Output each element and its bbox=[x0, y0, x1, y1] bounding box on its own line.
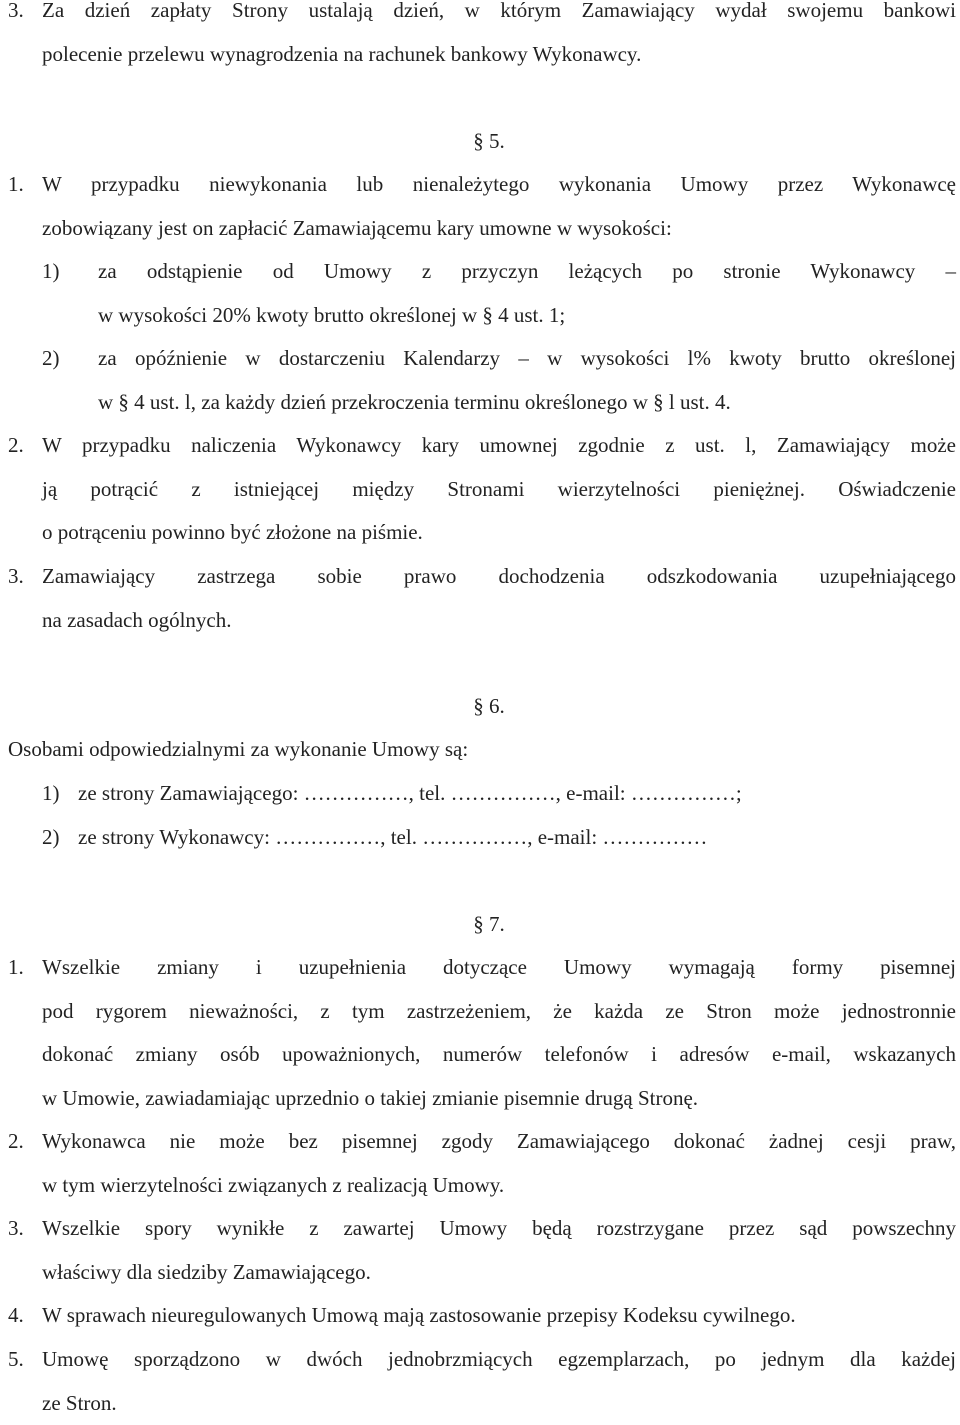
paragraph-number: 5. bbox=[8, 1338, 24, 1382]
section-heading: § 6. bbox=[455, 685, 505, 729]
list-item bbox=[0, 816, 960, 860]
list-item-line: za odstąpienie od Umowy z przyczyn leżących po stronie Wykonawcy – bbox=[98, 250, 956, 294]
paragraph-line: Zamawiający zastrzega sobie prawo dochodzenia odszkodowania uzupełniającego bbox=[42, 555, 956, 599]
paragraph-line: W sprawach nieuregulowanych Umową mają zastosowanie przepisy Kodeksu cywilnego. bbox=[42, 1294, 956, 1338]
list-item bbox=[0, 772, 960, 816]
list-item-number: 2) bbox=[42, 337, 60, 381]
paragraph-number: 2. bbox=[8, 424, 24, 468]
paragraph-line: Osobami odpowiedzialnymi za wykonanie Umowy są: bbox=[8, 728, 468, 772]
paragraph-number: 3. bbox=[8, 1207, 24, 1251]
paragraph-line: Wykonawca nie może bez pisemnej zgody Zamawiającego dokonać żadnej cesji praw, bbox=[42, 1120, 956, 1164]
paragraph-line: Wszelkie spory wynikłe z zawartej Umowy będą rozstrzygane przez sąd powszechny bbox=[42, 1207, 956, 1251]
list-item-line: w § 4 ust. l, za każdy dzień przekroczenia terminu określonego w § l ust. 4. bbox=[98, 381, 956, 425]
section-heading: § 5. bbox=[455, 120, 505, 164]
paragraph-line: Za dzień zapłaty Strony ustalają dzień, w którym Zamawiający wydał swojemu bankowi bbox=[42, 0, 956, 33]
paragraph-number: 1. bbox=[8, 946, 24, 990]
paragraph-line: pod rygorem nieważności, z tym zastrzeżeniem, że każda ze Stron może jednostronnie bbox=[42, 990, 956, 1034]
paragraph-line: właściwy dla siedziby Zamawiającego. bbox=[42, 1251, 956, 1295]
paragraph-number: 1. bbox=[8, 163, 24, 207]
section-7-paragraph-1 bbox=[0, 946, 960, 1120]
paragraph-line: W przypadku niewykonania lub nienależytego wykonania Umowy przez Wykonawcę bbox=[42, 163, 956, 207]
section-5-paragraph-2 bbox=[0, 424, 960, 555]
paragraph-number: 2. bbox=[8, 1120, 24, 1164]
section-7-paragraph-2 bbox=[0, 1120, 960, 1207]
list-item-number: 2) bbox=[42, 816, 60, 860]
section-6-heading bbox=[0, 685, 960, 729]
paragraph-line: ją potrącić z istniejącej między Stronami wierzytelności pieniężnej. Oświadczenie bbox=[42, 468, 956, 512]
list-item-number: 1) bbox=[42, 250, 60, 294]
list-item-line: za opóźnienie w dostarczeniu Kalendarzy – w wysokości l% kwoty brutto określonej bbox=[98, 337, 956, 381]
paragraph-line: polecenie przelewu wynagrodzenia na rachunek bankowy Wykonawcy. bbox=[42, 33, 956, 77]
section-6-intro bbox=[0, 728, 960, 772]
paragraph-line: W przypadku naliczenia Wykonawcy kary umownej zgodnie z ust. l, Zamawiający może bbox=[42, 424, 956, 468]
list-item bbox=[0, 250, 960, 337]
paragraph-line: Wszelkie zmiany i uzupełnienia dotyczące Umowy wymagają formy pisemnej bbox=[42, 946, 956, 990]
paragraph-line: zobowiązany jest on zapłacić Zamawiającemu kary umowne w wysokości: bbox=[42, 207, 956, 251]
section-5-paragraph-3 bbox=[0, 555, 960, 642]
paragraph-line: dokonać zmiany osób upoważnionych, numerów telefonów i adresów e-mail, wskazanych bbox=[42, 1033, 956, 1077]
paragraph-number: 4. bbox=[8, 1294, 24, 1338]
section-7-paragraph-5 bbox=[0, 1338, 960, 1412]
paragraph-line: Umowę sporządzono w dwóch jednobrzmiących egzemplarzach, po jednym dla każdej bbox=[42, 1338, 956, 1382]
list-item-line: w wysokości 20% kwoty brutto określonej w § 4 ust. 1; bbox=[98, 294, 956, 338]
section-7-heading bbox=[0, 903, 960, 947]
paragraph-line: ze Stron. bbox=[42, 1382, 956, 1425]
section-7-paragraph-4 bbox=[0, 1294, 960, 1338]
paragraph-number: 3. bbox=[8, 555, 24, 599]
list-item bbox=[0, 337, 960, 424]
responsible-person-contractor: ze strony Wykonawcy: ……………, tel. ……………, e-mail: …………… bbox=[78, 816, 707, 860]
paragraph-line: na zasadach ogólnych. bbox=[42, 599, 956, 643]
section-7-paragraph-3 bbox=[0, 1207, 960, 1294]
paragraph-3-top bbox=[0, 0, 960, 77]
section-heading: § 7. bbox=[455, 903, 505, 947]
paragraph-line: w Umowie, zawiadamiając uprzednio o takiej zmianie pisemnie drugą Stronę. bbox=[42, 1077, 956, 1121]
paragraph-line: w tym wierzytelności związanych z realizacją Umowy. bbox=[42, 1164, 956, 1208]
paragraph-number: 3. bbox=[8, 0, 24, 33]
section-5-paragraph-1 bbox=[0, 163, 960, 250]
section-5-heading bbox=[0, 120, 960, 164]
responsible-person-ordering-party: ze strony Zamawiającego: ……………, tel. ……………, e-mail: ……………; bbox=[78, 772, 742, 816]
list-item-number: 1) bbox=[42, 772, 60, 816]
paragraph-line: o potrąceniu powinno być złożone na piśmie. bbox=[42, 511, 956, 555]
